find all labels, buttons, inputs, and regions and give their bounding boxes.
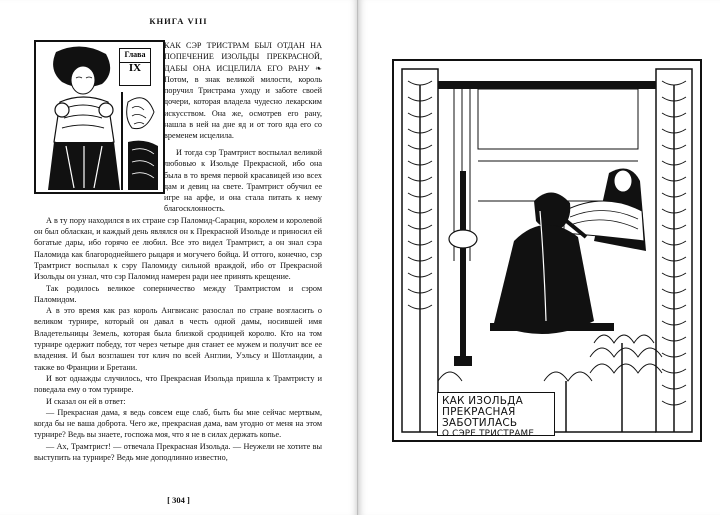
paragraph: — Ах, Трамтрист! — отвечала Прекрасная Изольда. — Неужели не хотите вы выступить на турнире? Ведь мне доподлинно известно, xyxy=(34,441,322,463)
opening-paragraph: КАК СЭР ТРИСТРАМ БЫЛ ОТДАН НА ПОПЕЧЕНИЕ ИЗОЛЬДЫ ПРЕКРАСНОЙ, ДАБЫ ОНА ИСЦЕЛИЛА ЕГО РАНУ ❧ Потом, в знак великой милости, король поручил Тристрама уходу и заботе своей дочери, которая владела чудесно лекарским искусством. Она же, осмотрев его рану, нашла в ней на дне яд и от того яда его со временем исцелила. xyxy=(164,41,322,141)
plate-caption xyxy=(437,392,555,439)
caption-line: ЗАБОТИЛАСЬ xyxy=(442,417,518,429)
body-text xyxy=(34,147,322,463)
chapter-opening-text xyxy=(164,40,322,142)
paragraph: И вот однажды случилось, что Прекрасная Изольда пришла к Трамтристу и поведала ему о том турнире. xyxy=(34,373,322,395)
full-page-plate xyxy=(392,59,702,442)
left-page xyxy=(0,0,358,515)
caption-line: О СЭРЕ ТРИСТРАМЕ xyxy=(442,429,535,439)
running-head: КНИГА VIII xyxy=(149,16,208,26)
paragraph: А в ту пору находился в их стране сэр Паломид-Сарацин, королем и королевой он был обласкан, и каждый день являлся он к Прекрасной Изольде и приносил ей богатые дары, ибо горячо ее любил. Все это видел Трамтрист, а он знал сэра Паломида как благороднейшего рыцаря и могучего бойца. И оттого, конечно, сэр Трамтрист воспылал к сэру Паломиду сильной враждой, ибо от Прекрасной Изольды он узнал, что сэр Паломид намерен ради нее принять крещение. xyxy=(34,215,322,282)
chapter-number: IX xyxy=(120,62,150,74)
paragraph: — Прекрасная дама, я ведь совсем еще слаб, быть бы мне сейчас мертвым, когда бы не ваша доброта. Чего же, прекрасная дама, вам угодно от меня на этом турнире? Ведь вы знаете, госпожа моя, что я не в силах держать копье. xyxy=(34,407,322,440)
isolde-and-tristram-engraving xyxy=(394,61,700,440)
paragraph: И тогда сэр Трамтрист воспылал великой любовью к Изольде Прекрасной, ибо она была в то время первой красавицей изо всех дам и девиц на свете. Трамтрист обучил ее игре на арфе, и она стала питать к нему благосклонность. xyxy=(164,148,322,214)
right-page xyxy=(359,0,720,515)
caption-line: ПРЕКРАСНАЯ xyxy=(442,406,516,418)
page-number: [ 304 ] xyxy=(167,495,190,505)
paragraph: Так родилось великое соперничество между Трамтристом и сэром Паломидом. xyxy=(34,283,322,304)
caption-line: КАК ИЗОЛЬДА xyxy=(442,395,523,407)
paragraph: И сказал он ей в ответ: xyxy=(46,396,126,406)
chapter-number-tag xyxy=(119,48,151,86)
chapter-word: Глава xyxy=(124,50,146,59)
paragraph: А в это время как раз король Ангвисанс разослал по стране возгласить о великом турнире, который он давал в честь одной дамы, носившей имя Владетельницы Земель, которая была близкой сродницей королю. Кто на том турнире одержит победу, тот через четыре дня станет ее мужем и получит все ее владения. И был возглашен тот клич по всей Англии, Уэльсу и Шотландии, а также во Франции и Бретани. xyxy=(34,306,322,372)
